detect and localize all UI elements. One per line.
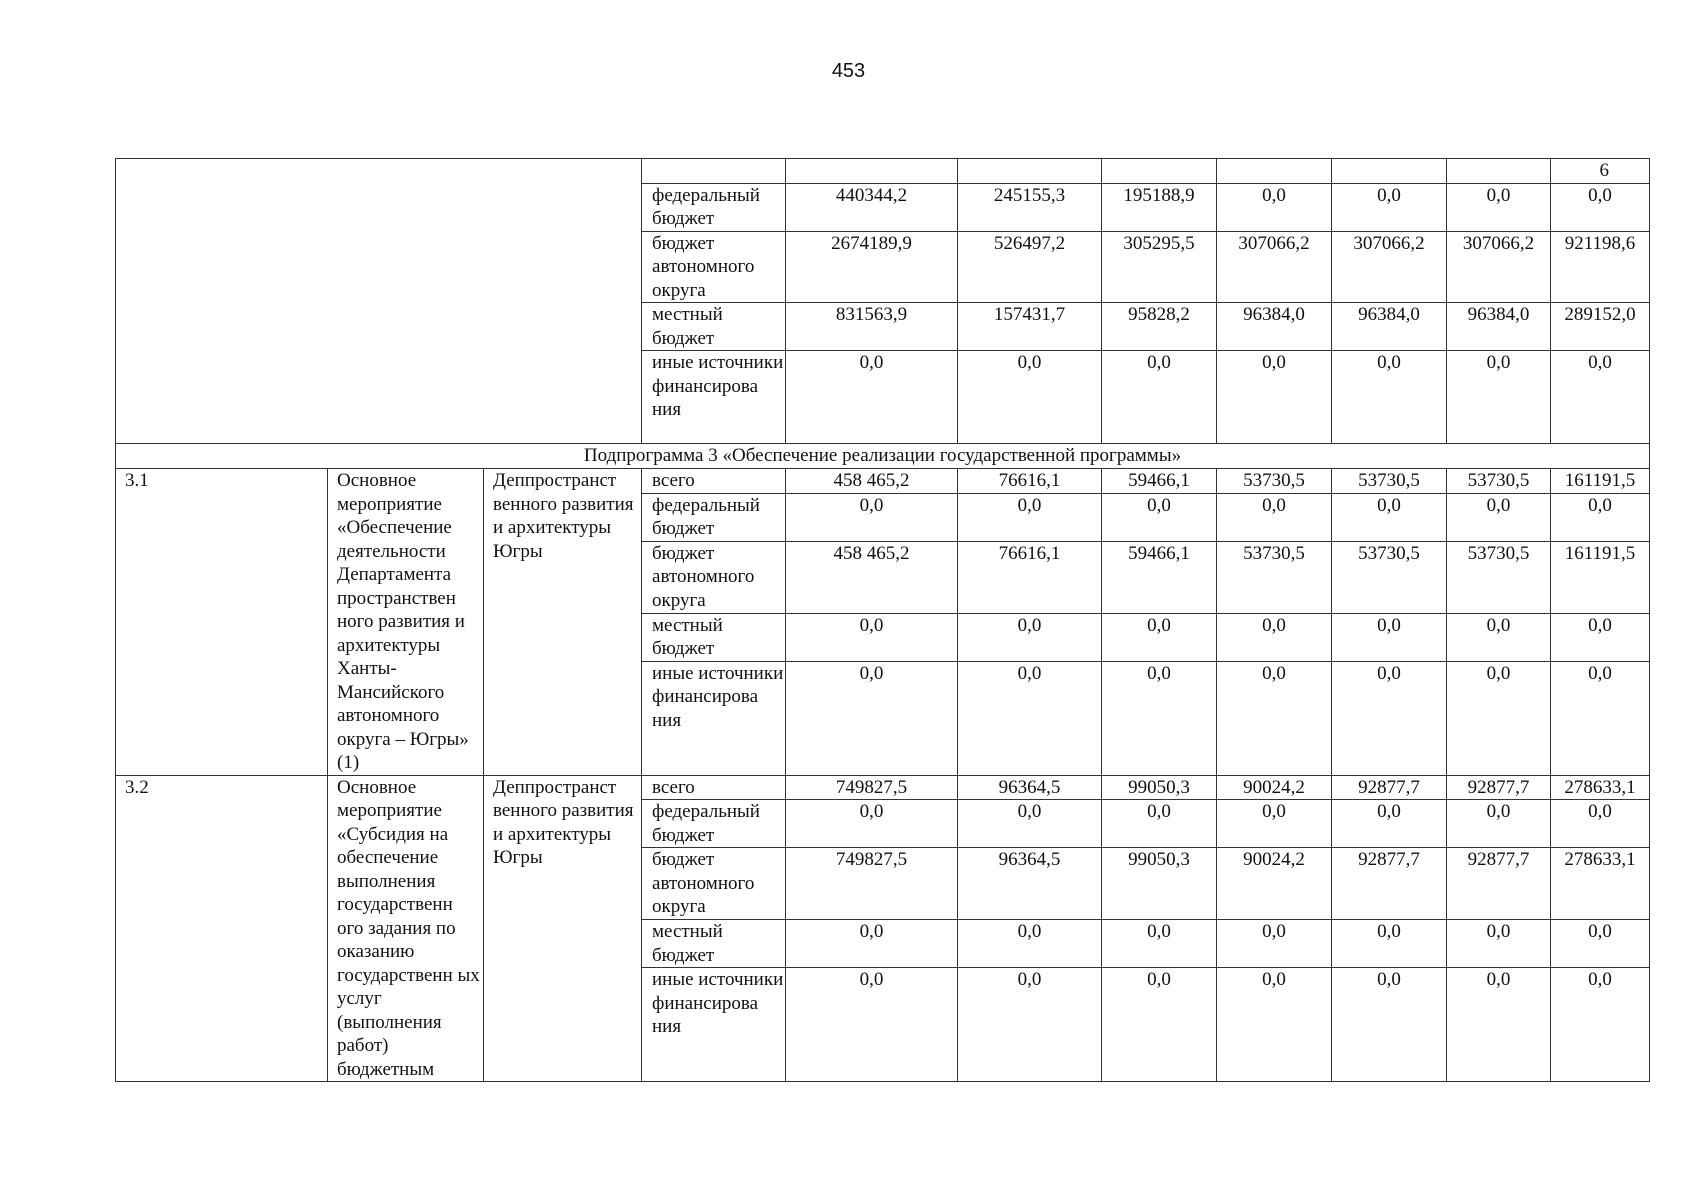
amount-cell: 76616,1 — [958, 541, 1102, 613]
amount-cell: 96384,0 — [1217, 303, 1332, 351]
source-cell: бюджет автономного округа — [642, 848, 786, 920]
amount-cell: 0,0 — [1102, 493, 1217, 541]
source-cell: бюджет автономного округа — [642, 231, 786, 303]
event-number: 3.2 — [116, 775, 328, 1082]
amount-cell: 96364,5 — [958, 775, 1102, 800]
amount-cell: 921198,6 — [1551, 231, 1650, 303]
amount-cell: 0,0 — [1332, 613, 1447, 661]
source-cell: иные источники финансирова ния — [642, 351, 786, 444]
amount-cell: 53730,5 — [1332, 541, 1447, 613]
amount-cell: 0,0 — [1102, 613, 1217, 661]
table-row — [116, 775, 1650, 800]
source-cell: федеральный бюджет — [642, 493, 786, 541]
amount-cell: 0,0 — [1332, 968, 1447, 1082]
source-cell — [642, 159, 786, 184]
event-name: Основное мероприятие «Субсидия на обеспечение выполнения государственн ого задания по оказанию государственн ых услуг (выполнения работ) бюджетным — [328, 775, 484, 1082]
amount-cell: 0,0 — [1217, 493, 1332, 541]
amount-cell: 96364,5 — [958, 848, 1102, 920]
amount-cell — [1217, 159, 1332, 184]
source-cell: иные источники финансирова ния — [642, 661, 786, 775]
source-cell: бюджет автономного округа — [642, 541, 786, 613]
amount-cell: 0,0 — [1332, 351, 1447, 444]
amount-cell: 0,0 — [958, 493, 1102, 541]
source-cell: федеральный бюджет — [642, 183, 786, 231]
blank-cell — [116, 159, 642, 444]
amount-cell: 0,0 — [958, 661, 1102, 775]
amount-cell: 278633,1 — [1551, 775, 1650, 800]
budget-table — [115, 158, 1650, 1082]
amount-cell: 0,0 — [786, 351, 958, 444]
amount-cell: 0,0 — [1217, 800, 1332, 848]
source-cell: федеральный бюджет — [642, 800, 786, 848]
amount-cell: 0,0 — [1217, 613, 1332, 661]
amount-cell: 53730,5 — [1447, 541, 1551, 613]
amount-cell: 76616,1 — [958, 469, 1102, 494]
amount-cell: 289152,0 — [1551, 303, 1650, 351]
amount-cell: 0,0 — [1332, 661, 1447, 775]
amount-cell: 0,0 — [1217, 968, 1332, 1082]
amount-cell: 53730,5 — [1217, 469, 1332, 494]
amount-cell — [1332, 159, 1447, 184]
amount-cell: 53730,5 — [1217, 541, 1332, 613]
source-cell: иные источники финансирова ния — [642, 968, 786, 1082]
amount-cell: 96384,0 — [1332, 303, 1447, 351]
amount-cell: 307066,2 — [1217, 231, 1332, 303]
amount-cell: 0,0 — [1217, 351, 1332, 444]
amount-cell: 161191,5 — [1551, 469, 1650, 494]
amount-cell: 95828,2 — [1102, 303, 1217, 351]
event-name: Основное мероприятие «Обеспечение деятельности Департамента пространствен ного развития и архитектуры Ханты-Мансийского автономного округа – Югры» (1) — [328, 469, 484, 776]
amount-cell: 0,0 — [1332, 183, 1447, 231]
amount-cell: 0,0 — [1551, 613, 1650, 661]
amount-cell: 0,0 — [1217, 920, 1332, 968]
amount-cell: 59466,1 — [1102, 469, 1217, 494]
executor-name: Деппространст венного развития и архитектуры Югры — [484, 469, 642, 776]
page-number: 453 — [831, 60, 866, 82]
amount-cell: 0,0 — [958, 800, 1102, 848]
amount-cell: 0,0 — [1447, 920, 1551, 968]
amount-cell: 0,0 — [1102, 351, 1217, 444]
amount-cell: 2674189,9 — [786, 231, 958, 303]
amount-cell: 0,0 — [1551, 183, 1650, 231]
table-header-row — [116, 159, 1650, 184]
amount-cell: 0,0 — [1447, 493, 1551, 541]
amount-cell: 99050,3 — [1102, 775, 1217, 800]
amount-cell: 0,0 — [1217, 183, 1332, 231]
amount-cell — [1102, 159, 1217, 184]
amount-cell: 0,0 — [1102, 800, 1217, 848]
amount-cell: 245155,3 — [958, 183, 1102, 231]
source-cell: местный бюджет — [642, 303, 786, 351]
column-number-cell: 6 — [1551, 159, 1650, 184]
amount-cell: 92877,7 — [1447, 775, 1551, 800]
amount-cell: 0,0 — [1332, 493, 1447, 541]
source-cell: местный бюджет — [642, 920, 786, 968]
amount-cell: 0,0 — [1551, 493, 1650, 541]
amount-cell: 0,0 — [958, 968, 1102, 1082]
event-number: 3.1 — [116, 469, 328, 776]
amount-cell: 0,0 — [1551, 920, 1650, 968]
amount-cell: 0,0 — [786, 800, 958, 848]
amount-cell: 307066,2 — [1332, 231, 1447, 303]
amount-cell: 831563,9 — [786, 303, 958, 351]
amount-cell: 440344,2 — [786, 183, 958, 231]
table-row — [116, 469, 1650, 494]
amount-cell: 305295,5 — [1102, 231, 1217, 303]
subprogram-title: Подпрограмма 3 «Обеспечение реализации государственной программы» — [116, 444, 1650, 469]
amount-cell: 0,0 — [786, 920, 958, 968]
amount-cell: 90024,2 — [1217, 848, 1332, 920]
amount-cell: 749827,5 — [786, 848, 958, 920]
amount-cell: 92877,7 — [1332, 775, 1447, 800]
amount-cell: 195188,9 — [1102, 183, 1217, 231]
amount-cell: 0,0 — [1447, 613, 1551, 661]
amount-cell: 0,0 — [1332, 920, 1447, 968]
executor-name: Деппространст венного развития и архитектуры Югры — [484, 775, 642, 1082]
source-cell: всего — [642, 469, 786, 494]
amount-cell: 0,0 — [1102, 920, 1217, 968]
amount-cell: 0,0 — [1447, 968, 1551, 1082]
amount-cell: 90024,2 — [1217, 775, 1332, 800]
amount-cell: 458 465,2 — [786, 469, 958, 494]
amount-cell: 92877,7 — [1332, 848, 1447, 920]
source-cell: всего — [642, 775, 786, 800]
amount-cell: 0,0 — [1447, 661, 1551, 775]
amount-cell: 0,0 — [1217, 661, 1332, 775]
amount-cell: 0,0 — [1447, 800, 1551, 848]
amount-cell — [1447, 159, 1551, 184]
amount-cell: 0,0 — [1102, 661, 1217, 775]
source-cell: местный бюджет — [642, 613, 786, 661]
amount-cell: 0,0 — [958, 613, 1102, 661]
amount-cell: 0,0 — [1551, 968, 1650, 1082]
amount-cell: 92877,7 — [1447, 848, 1551, 920]
budget-table-body — [116, 159, 1650, 1082]
amount-cell: 157431,7 — [958, 303, 1102, 351]
amount-cell: 0,0 — [786, 493, 958, 541]
amount-cell: 0,0 — [1332, 800, 1447, 848]
amount-cell: 59466,1 — [1102, 541, 1217, 613]
subprogram-row — [116, 444, 1650, 469]
amount-cell: 526497,2 — [958, 231, 1102, 303]
amount-cell — [958, 159, 1102, 184]
amount-cell: 0,0 — [1102, 968, 1217, 1082]
amount-cell: 0,0 — [1551, 661, 1650, 775]
amount-cell: 0,0 — [958, 920, 1102, 968]
amount-cell: 0,0 — [786, 613, 958, 661]
amount-cell: 278633,1 — [1551, 848, 1650, 920]
amount-cell: 0,0 — [1447, 183, 1551, 231]
amount-cell — [786, 159, 958, 184]
amount-cell: 0,0 — [786, 661, 958, 775]
amount-cell: 749827,5 — [786, 775, 958, 800]
amount-cell: 96384,0 — [1447, 303, 1551, 351]
amount-cell: 0,0 — [958, 351, 1102, 444]
amount-cell: 53730,5 — [1332, 469, 1447, 494]
amount-cell: 458 465,2 — [786, 541, 958, 613]
amount-cell: 99050,3 — [1102, 848, 1217, 920]
amount-cell: 0,0 — [786, 968, 958, 1082]
amount-cell: 161191,5 — [1551, 541, 1650, 613]
amount-cell: 307066,2 — [1447, 231, 1551, 303]
amount-cell: 0,0 — [1551, 351, 1650, 444]
amount-cell: 53730,5 — [1447, 469, 1551, 494]
amount-cell: 0,0 — [1551, 800, 1650, 848]
amount-cell: 0,0 — [1447, 351, 1551, 444]
